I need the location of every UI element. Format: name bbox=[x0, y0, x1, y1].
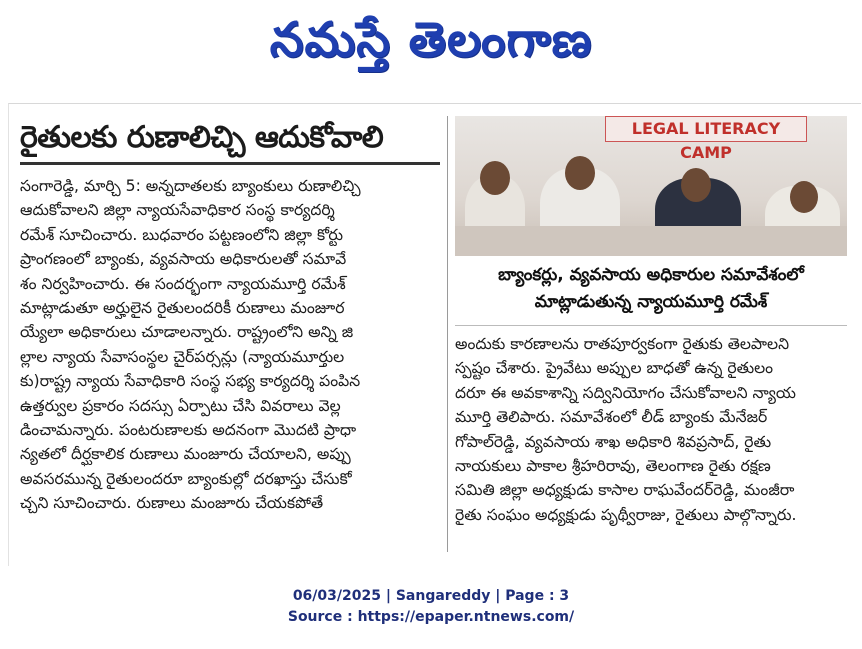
text-line: రమేశ్ సూచించారు. బుధవారం పట్టణంలోని జిల్లా కోర్టు bbox=[20, 225, 344, 244]
text-line: మాట్లాడుతూ అర్హులైన రైతులందరికీ రుణాలు మంజూర bbox=[20, 298, 345, 317]
photo-banner: LEGAL LITERACY CAMP bbox=[605, 116, 807, 142]
footer bbox=[0, 586, 862, 628]
article-photo bbox=[455, 116, 847, 256]
text-line: గోపాల్‌రెడ్డి, వ్యవసాయ శాఖ అధికారి శివప్రసాద్, రైతు bbox=[455, 432, 772, 451]
article-body-left bbox=[20, 174, 440, 554]
caption-line: మాట్లాడుతున్న న్యాయమూర్తి రమేశ్ bbox=[534, 292, 768, 312]
text-line: అందుకు కారణాలను రాతపూర్వకంగా రైతుకు తెలపాలని bbox=[455, 335, 790, 353]
column-divider bbox=[447, 116, 448, 552]
text-line: ఆదుకోవాలని జిల్లా న్యాయసేవాధికార సంస్థ కార్యదర్శి bbox=[20, 201, 335, 220]
footer-date-page: 06/03/2025 | Sangareddy | Page : 3 bbox=[292, 588, 570, 604]
text-line: సంగారెడ్డి, మార్చి 5: అన్నదాతలకు బ్యాంకులు రుణాలిచ్చి bbox=[20, 177, 361, 195]
text-line: ల్లాల న్యాయ సేవాసంస్థల చైర్‌పర్సన్లు (న్యాయమూర్తుల bbox=[20, 347, 345, 366]
text-line: నాయకులు పాకాల శ్రీహరిరావు, తెలంగాణ రైతు రక్షణ bbox=[455, 456, 771, 475]
caption-line: బ్యాంకర్లు, వ్యవసాయ అధికారుల సమావేశంలో bbox=[498, 265, 804, 285]
headline-underline bbox=[20, 162, 440, 165]
text-line: దరూ ఈ అవకాశాన్ని సద్వినియోగం చేసుకోవాలని న్యాయ bbox=[455, 383, 796, 402]
footer-source: Source : https://epaper.ntnews.com/ bbox=[287, 609, 575, 625]
table bbox=[455, 226, 847, 256]
photo-caption bbox=[455, 262, 847, 322]
text-line: శం నిర్వహించారు. ఈ సందర్భంగా న్యాయమూర్తి రమేశ్ bbox=[20, 274, 346, 293]
article-body-right bbox=[455, 332, 847, 552]
person-2-head bbox=[565, 156, 595, 190]
masthead bbox=[0, 0, 862, 80]
text-line: అవసరమున్న రైతులందరూ బ్యాంకుల్లో దరఖాస్తు చేసుకో bbox=[20, 469, 352, 488]
text-line: స్పష్టం చేశారు. ప్రైవేటు అప్పుల బాధతో ఉన్న రైతులం bbox=[455, 359, 774, 378]
text-line: రైతు సంఘం అధ్యక్షుడు పృథ్వీరాజు, రైతులు పాల్గొన్నారు. bbox=[455, 505, 797, 524]
newspaper-logo: నమస్తే తెలంగాణ bbox=[269, 12, 593, 68]
person-4-head bbox=[790, 181, 818, 213]
text-line: య్యేలా అధికారులు చూడాలన్నారు. రాష్ట్రంలోని అన్ని జి bbox=[20, 323, 354, 342]
text-line: సమితి జిల్లా అధ్యక్షుడు కాసాల రాఘవేందర్‌రెడ్డి, మంజీరా bbox=[455, 481, 795, 500]
text-line: చ్చని సూచించారు. రుణాలు మంజూరు చేయకపోతే bbox=[20, 494, 324, 513]
article-headline: రైతులకు రుణాలిచ్చి ఆదుకోవాలి bbox=[20, 120, 384, 155]
text-line: మూర్తి తెలిపారు. సమావేశంలో లీడ్ బ్యాంకు మేనేజర్ bbox=[455, 408, 768, 427]
text-line: కు)రాష్ట్ర న్యాయ సేవాధికారి సంస్థ సభ్య కార్యదర్శి పంపిన bbox=[20, 372, 361, 391]
text-line: ప్రాంగణంలో బ్యాంకు, వ్యవసాయ అధికారులతో సమావే bbox=[20, 250, 347, 269]
text-line: డించామన్నారు. పంటరుణాలకు అదనంగా మొదటి ప్రాధా bbox=[20, 420, 357, 439]
text-line: ఉత్తర్వుల ప్రకారం సదస్సు ఏర్పాటు చేసి వివరాలు వెల్ల bbox=[20, 396, 341, 415]
person-1-head bbox=[480, 161, 510, 195]
text-line: న్యతలో దీర్ఘకాలిక రుణాలు మంజూరు చేయాలని, అప్పు bbox=[20, 445, 351, 464]
caption-divider bbox=[455, 325, 847, 326]
person-3-head bbox=[681, 168, 711, 202]
